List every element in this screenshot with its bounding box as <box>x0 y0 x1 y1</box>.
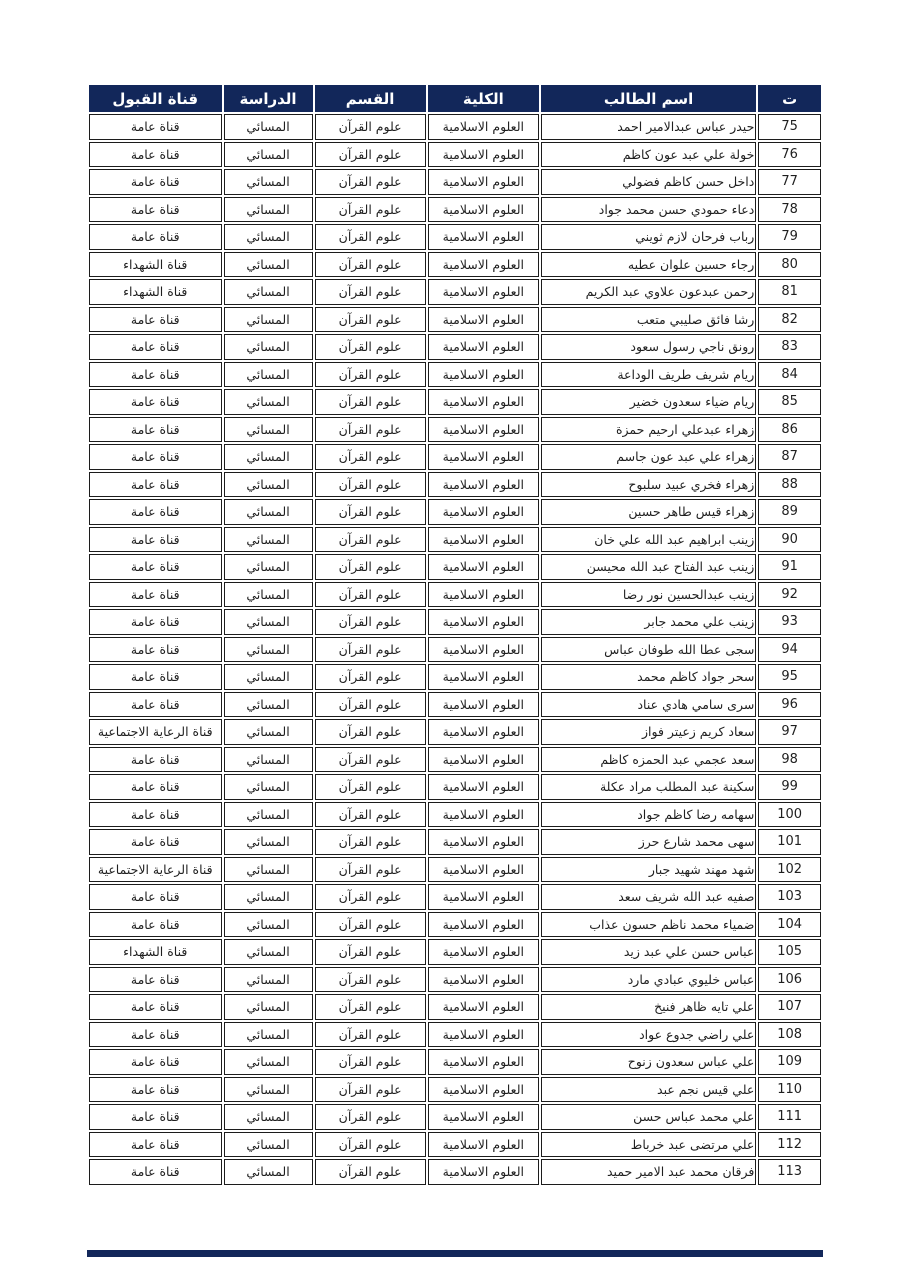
cell-study-type: المسائي <box>224 1159 313 1185</box>
table-row <box>89 582 821 608</box>
col-header-admission-channel: قناة القبول <box>89 85 222 112</box>
cell-study-type: المسائي <box>224 802 313 828</box>
cell-college: العلوم الاسلامية <box>428 1077 539 1103</box>
cell-study-type: المسائي <box>224 444 313 470</box>
cell-name: رونق ناجي رسول سعود <box>541 334 756 360</box>
table-row <box>89 1049 821 1075</box>
cell-admission-channel: قناة عامة <box>89 774 222 800</box>
cell-college: العلوم الاسلامية <box>428 1159 539 1185</box>
cell-college: العلوم الاسلامية <box>428 994 539 1020</box>
cell-no: 103 <box>758 884 821 910</box>
cell-admission-channel: قناة عامة <box>89 802 222 828</box>
cell-college: العلوم الاسلامية <box>428 499 539 525</box>
cell-college: العلوم الاسلامية <box>428 637 539 663</box>
cell-no: 86 <box>758 417 821 443</box>
cell-study-type: المسائي <box>224 692 313 718</box>
cell-name: رباب فرحان لازم ثويني <box>541 224 756 250</box>
cell-college: العلوم الاسلامية <box>428 857 539 883</box>
cell-department: علوم القرآن <box>315 1022 426 1048</box>
table-row <box>89 747 821 773</box>
cell-college: العلوم الاسلامية <box>428 472 539 498</box>
cell-college: العلوم الاسلامية <box>428 252 539 278</box>
table-row <box>89 664 821 690</box>
cell-department: علوم القرآن <box>315 1159 426 1185</box>
cell-department: علوم القرآن <box>315 994 426 1020</box>
cell-name: حيدر عباس عبدالامير احمد <box>541 114 756 140</box>
cell-study-type: المسائي <box>224 1077 313 1103</box>
cell-admission-channel: قناة عامة <box>89 967 222 993</box>
cell-admission-channel: قناة عامة <box>89 664 222 690</box>
cell-admission-channel: قناة عامة <box>89 582 222 608</box>
cell-admission-channel: قناة عامة <box>89 692 222 718</box>
cell-department: علوم القرآن <box>315 747 426 773</box>
cell-study-type: المسائي <box>224 224 313 250</box>
cell-college: العلوم الاسلامية <box>428 554 539 580</box>
cell-name: سرى سامي هادي عناد <box>541 692 756 718</box>
cell-department: علوم القرآن <box>315 252 426 278</box>
cell-department: علوم القرآن <box>315 527 426 553</box>
cell-department: علوم القرآن <box>315 499 426 525</box>
cell-no: 107 <box>758 994 821 1020</box>
table-body <box>89 114 821 1185</box>
cell-college: العلوم الاسلامية <box>428 939 539 965</box>
cell-name: سكينة عبد المطلب مراد عكلة <box>541 774 756 800</box>
table-row <box>89 554 821 580</box>
cell-college: العلوم الاسلامية <box>428 417 539 443</box>
cell-name: داخل حسن كاظم فضولي <box>541 169 756 195</box>
col-header-no: ت <box>758 85 821 112</box>
cell-study-type: المسائي <box>224 527 313 553</box>
col-header-college: الكلية <box>428 85 539 112</box>
cell-no: 83 <box>758 334 821 360</box>
cell-admission-channel: قناة عامة <box>89 912 222 938</box>
cell-college: العلوم الاسلامية <box>428 884 539 910</box>
cell-study-type: المسائي <box>224 637 313 663</box>
cell-department: علوم القرآن <box>315 142 426 168</box>
cell-no: 97 <box>758 719 821 745</box>
cell-college: العلوم الاسلامية <box>428 389 539 415</box>
cell-name: سجى عطا الله طوفان عباس <box>541 637 756 663</box>
table-row <box>89 444 821 470</box>
cell-admission-channel: قناة عامة <box>89 472 222 498</box>
cell-study-type: المسائي <box>224 664 313 690</box>
cell-study-type: المسائي <box>224 1049 313 1075</box>
cell-name: ريام شريف طريف الوداعة <box>541 362 756 388</box>
cell-college: العلوم الاسلامية <box>428 362 539 388</box>
cell-study-type: المسائي <box>224 362 313 388</box>
cell-name: زينب ابراهيم عبد الله علي خان <box>541 527 756 553</box>
cell-college: العلوم الاسلامية <box>428 967 539 993</box>
table-row <box>89 857 821 883</box>
cell-college: العلوم الاسلامية <box>428 582 539 608</box>
cell-study-type: المسائي <box>224 389 313 415</box>
table-row <box>89 279 821 305</box>
cell-name: رجاء حسين علوان عطيه <box>541 252 756 278</box>
cell-no: 89 <box>758 499 821 525</box>
cell-name: عباس خليوي عبادي مارد <box>541 967 756 993</box>
cell-no: 84 <box>758 362 821 388</box>
cell-college: العلوم الاسلامية <box>428 224 539 250</box>
cell-department: علوم القرآن <box>315 582 426 608</box>
table-row <box>89 829 821 855</box>
cell-no: 76 <box>758 142 821 168</box>
table-row <box>89 307 821 333</box>
cell-no: 77 <box>758 169 821 195</box>
cell-name: زهراء علي عبد عون جاسم <box>541 444 756 470</box>
cell-department: علوم القرآن <box>315 857 426 883</box>
cell-admission-channel: قناة عامة <box>89 224 222 250</box>
cell-name: علي قيس نجم عبد <box>541 1077 756 1103</box>
cell-department: علوم القرآن <box>315 1049 426 1075</box>
cell-study-type: المسائي <box>224 472 313 498</box>
cell-no: 96 <box>758 692 821 718</box>
cell-college: العلوم الاسلامية <box>428 747 539 773</box>
cell-admission-channel: قناة عامة <box>89 499 222 525</box>
cell-name: سهامه رضا كاظم جواد <box>541 802 756 828</box>
cell-admission-channel: قناة عامة <box>89 362 222 388</box>
cell-study-type: المسائي <box>224 499 313 525</box>
cell-study-type: المسائي <box>224 142 313 168</box>
cell-college: العلوم الاسلامية <box>428 802 539 828</box>
cell-admission-channel: قناة عامة <box>89 389 222 415</box>
cell-study-type: المسائي <box>224 857 313 883</box>
next-page-header-strip <box>87 1250 823 1257</box>
cell-admission-channel: قناة عامة <box>89 994 222 1020</box>
cell-department: علوم القرآن <box>315 829 426 855</box>
cell-admission-channel: قناة عامة <box>89 747 222 773</box>
cell-name: سحر جواد كاظم محمد <box>541 664 756 690</box>
cell-study-type: المسائي <box>224 747 313 773</box>
table-row <box>89 389 821 415</box>
cell-name: زينب علي محمد جابر <box>541 609 756 635</box>
cell-college: العلوم الاسلامية <box>428 664 539 690</box>
cell-department: علوم القرآن <box>315 334 426 360</box>
cell-study-type: المسائي <box>224 334 313 360</box>
cell-department: علوم القرآن <box>315 472 426 498</box>
cell-department: علوم القرآن <box>315 389 426 415</box>
students-table <box>87 83 823 1187</box>
cell-department: علوم القرآن <box>315 939 426 965</box>
cell-no: 110 <box>758 1077 821 1103</box>
cell-department: علوم القرآن <box>315 444 426 470</box>
cell-name: رحمن عبدعون علاوي عبد الكريم <box>541 279 756 305</box>
cell-admission-channel: قناة عامة <box>89 829 222 855</box>
cell-study-type: المسائي <box>224 307 313 333</box>
cell-name: عباس حسن علي عبد زيد <box>541 939 756 965</box>
cell-admission-channel: قناة عامة <box>89 554 222 580</box>
table-row <box>89 1159 821 1185</box>
cell-no: 99 <box>758 774 821 800</box>
cell-department: علوم القرآن <box>315 169 426 195</box>
cell-college: العلوم الاسلامية <box>428 527 539 553</box>
table-row <box>89 1132 821 1158</box>
cell-study-type: المسائي <box>224 169 313 195</box>
table-row <box>89 527 821 553</box>
cell-admission-channel: قناة عامة <box>89 169 222 195</box>
cell-name: علي راضي جدوع عواد <box>541 1022 756 1048</box>
cell-college: العلوم الاسلامية <box>428 334 539 360</box>
table-row <box>89 169 821 195</box>
cell-college: العلوم الاسلامية <box>428 912 539 938</box>
cell-admission-channel: قناة عامة <box>89 197 222 223</box>
cell-study-type: المسائي <box>224 912 313 938</box>
cell-no: 87 <box>758 444 821 470</box>
cell-no: 85 <box>758 389 821 415</box>
cell-college: العلوم الاسلامية <box>428 774 539 800</box>
cell-no: 104 <box>758 912 821 938</box>
table-row <box>89 362 821 388</box>
cell-no: 91 <box>758 554 821 580</box>
col-header-student-name: اسم الطالب <box>541 85 756 112</box>
table-row <box>89 417 821 443</box>
table-row <box>89 114 821 140</box>
cell-department: علوم القرآن <box>315 362 426 388</box>
cell-admission-channel: قناة الشهداء <box>89 252 222 278</box>
cell-name: شهد مهند شهيد جبار <box>541 857 756 883</box>
cell-department: علوم القرآن <box>315 417 426 443</box>
cell-no: 101 <box>758 829 821 855</box>
cell-study-type: المسائي <box>224 719 313 745</box>
cell-department: علوم القرآن <box>315 609 426 635</box>
cell-college: العلوم الاسلامية <box>428 444 539 470</box>
table-row <box>89 472 821 498</box>
cell-admission-channel: قناة عامة <box>89 609 222 635</box>
cell-name: رشا فائق صليبي متعب <box>541 307 756 333</box>
cell-admission-channel: قناة عامة <box>89 334 222 360</box>
cell-department: علوم القرآن <box>315 307 426 333</box>
cell-department: علوم القرآن <box>315 197 426 223</box>
cell-study-type: المسائي <box>224 197 313 223</box>
cell-no: 111 <box>758 1104 821 1130</box>
cell-name: علي مرتضى عبد خرباط <box>541 1132 756 1158</box>
cell-college: العلوم الاسلامية <box>428 1132 539 1158</box>
cell-department: علوم القرآن <box>315 1104 426 1130</box>
cell-admission-channel: قناة عامة <box>89 527 222 553</box>
cell-college: العلوم الاسلامية <box>428 169 539 195</box>
table-row <box>89 197 821 223</box>
cell-study-type: المسائي <box>224 252 313 278</box>
table-row <box>89 692 821 718</box>
cell-department: علوم القرآن <box>315 279 426 305</box>
col-header-department: القسم <box>315 85 426 112</box>
cell-no: 88 <box>758 472 821 498</box>
cell-no: 92 <box>758 582 821 608</box>
cell-no: 105 <box>758 939 821 965</box>
cell-no: 94 <box>758 637 821 663</box>
cell-admission-channel: قناة الشهداء <box>89 279 222 305</box>
cell-admission-channel: قناة عامة <box>89 884 222 910</box>
cell-admission-channel: قناة عامة <box>89 444 222 470</box>
cell-study-type: المسائي <box>224 774 313 800</box>
cell-no: 113 <box>758 1159 821 1185</box>
cell-department: علوم القرآن <box>315 912 426 938</box>
cell-study-type: المسائي <box>224 554 313 580</box>
table-row <box>89 884 821 910</box>
cell-college: العلوم الاسلامية <box>428 609 539 635</box>
cell-admission-channel: قناة عامة <box>89 1159 222 1185</box>
cell-college: العلوم الاسلامية <box>428 114 539 140</box>
cell-department: علوم القرآن <box>315 802 426 828</box>
table-row <box>89 252 821 278</box>
table-row <box>89 609 821 635</box>
cell-college: العلوم الاسلامية <box>428 1104 539 1130</box>
cell-no: 78 <box>758 197 821 223</box>
cell-no: 98 <box>758 747 821 773</box>
cell-name: زينب عبدالحسين نور رضا <box>541 582 756 608</box>
cell-name: خولة علي عبد عون كاظم <box>541 142 756 168</box>
cell-study-type: المسائي <box>224 1104 313 1130</box>
table-row <box>89 774 821 800</box>
header-row <box>89 85 821 112</box>
cell-study-type: المسائي <box>224 884 313 910</box>
col-header-study-type: الدراسة <box>224 85 313 112</box>
cell-no: 100 <box>758 802 821 828</box>
table-row <box>89 719 821 745</box>
cell-study-type: المسائي <box>224 582 313 608</box>
cell-study-type: المسائي <box>224 1022 313 1048</box>
cell-no: 81 <box>758 279 821 305</box>
cell-name: زهراء قيس طاهر حسين <box>541 499 756 525</box>
table-row <box>89 967 821 993</box>
cell-no: 95 <box>758 664 821 690</box>
cell-study-type: المسائي <box>224 609 313 635</box>
cell-name: ضمياء محمد ناظم حسون عذاب <box>541 912 756 938</box>
table-row <box>89 1077 821 1103</box>
cell-no: 75 <box>758 114 821 140</box>
cell-admission-channel: قناة عامة <box>89 1049 222 1075</box>
cell-college: العلوم الاسلامية <box>428 279 539 305</box>
cell-name: علي تايه ظاهر فنيخ <box>541 994 756 1020</box>
table-row <box>89 939 821 965</box>
cell-admission-channel: قناة عامة <box>89 1022 222 1048</box>
cell-name: سعد عجمي عبد الحمزه كاظم <box>541 747 756 773</box>
cell-name: سهى محمد شارع حرز <box>541 829 756 855</box>
cell-name: فرقان محمد عبد الامير حميد <box>541 1159 756 1185</box>
cell-admission-channel: قناة عامة <box>89 1132 222 1158</box>
cell-no: 108 <box>758 1022 821 1048</box>
cell-department: علوم القرآن <box>315 554 426 580</box>
cell-admission-channel: قناة عامة <box>89 114 222 140</box>
cell-admission-channel: قناة الرعاية الاجتماعية <box>89 719 222 745</box>
cell-admission-channel: قناة الرعاية الاجتماعية <box>89 857 222 883</box>
cell-study-type: المسائي <box>224 829 313 855</box>
cell-admission-channel: قناة عامة <box>89 307 222 333</box>
cell-college: العلوم الاسلامية <box>428 829 539 855</box>
cell-admission-channel: قناة الشهداء <box>89 939 222 965</box>
cell-department: علوم القرآن <box>315 719 426 745</box>
cell-name: سعاد كريم زعيتر فواز <box>541 719 756 745</box>
table-row <box>89 637 821 663</box>
cell-department: علوم القرآن <box>315 967 426 993</box>
cell-no: 90 <box>758 527 821 553</box>
cell-department: علوم القرآن <box>315 224 426 250</box>
cell-college: العلوم الاسلامية <box>428 142 539 168</box>
cell-department: علوم القرآن <box>315 884 426 910</box>
cell-no: 93 <box>758 609 821 635</box>
table-row <box>89 142 821 168</box>
cell-name: علي عباس سعدون زنوح <box>541 1049 756 1075</box>
cell-study-type: المسائي <box>224 114 313 140</box>
cell-college: العلوم الاسلامية <box>428 1022 539 1048</box>
cell-department: علوم القرآن <box>315 1077 426 1103</box>
cell-admission-channel: قناة عامة <box>89 142 222 168</box>
cell-no: 102 <box>758 857 821 883</box>
table-row <box>89 1022 821 1048</box>
cell-college: العلوم الاسلامية <box>428 692 539 718</box>
cell-name: زهراء فخري عبيد سلبوح <box>541 472 756 498</box>
cell-department: علوم القرآن <box>315 774 426 800</box>
table-row <box>89 1104 821 1130</box>
cell-admission-channel: قناة عامة <box>89 1104 222 1130</box>
cell-admission-channel: قناة عامة <box>89 417 222 443</box>
cell-study-type: المسائي <box>224 994 313 1020</box>
cell-study-type: المسائي <box>224 967 313 993</box>
cell-no: 106 <box>758 967 821 993</box>
cell-name: علي محمد عباس حسن <box>541 1104 756 1130</box>
table-row <box>89 499 821 525</box>
cell-name: دعاء حمودي حسن محمد جواد <box>541 197 756 223</box>
cell-college: العلوم الاسلامية <box>428 197 539 223</box>
cell-no: 82 <box>758 307 821 333</box>
table-row <box>89 802 821 828</box>
cell-department: علوم القرآن <box>315 637 426 663</box>
cell-no: 112 <box>758 1132 821 1158</box>
cell-study-type: المسائي <box>224 417 313 443</box>
cell-college: العلوم الاسلامية <box>428 1049 539 1075</box>
cell-no: 109 <box>758 1049 821 1075</box>
table-row <box>89 994 821 1020</box>
cell-admission-channel: قناة عامة <box>89 1077 222 1103</box>
cell-college: العلوم الاسلامية <box>428 307 539 333</box>
cell-department: علوم القرآن <box>315 692 426 718</box>
cell-no: 80 <box>758 252 821 278</box>
cell-name: صفيه عبد الله شريف سعد <box>541 884 756 910</box>
cell-study-type: المسائي <box>224 1132 313 1158</box>
table-row <box>89 224 821 250</box>
cell-name: زهراء عبدعلي ارحيم حمزة <box>541 417 756 443</box>
cell-no: 79 <box>758 224 821 250</box>
cell-study-type: المسائي <box>224 279 313 305</box>
cell-name: ريام ضياء سعدون خضير <box>541 389 756 415</box>
cell-study-type: المسائي <box>224 939 313 965</box>
cell-department: علوم القرآن <box>315 114 426 140</box>
cell-department: علوم القرآن <box>315 1132 426 1158</box>
table-row <box>89 334 821 360</box>
cell-name: زينب عبد الفتاح عبد الله محيسن <box>541 554 756 580</box>
table-row <box>89 912 821 938</box>
cell-admission-channel: قناة عامة <box>89 637 222 663</box>
cell-department: علوم القرآن <box>315 664 426 690</box>
cell-college: العلوم الاسلامية <box>428 719 539 745</box>
